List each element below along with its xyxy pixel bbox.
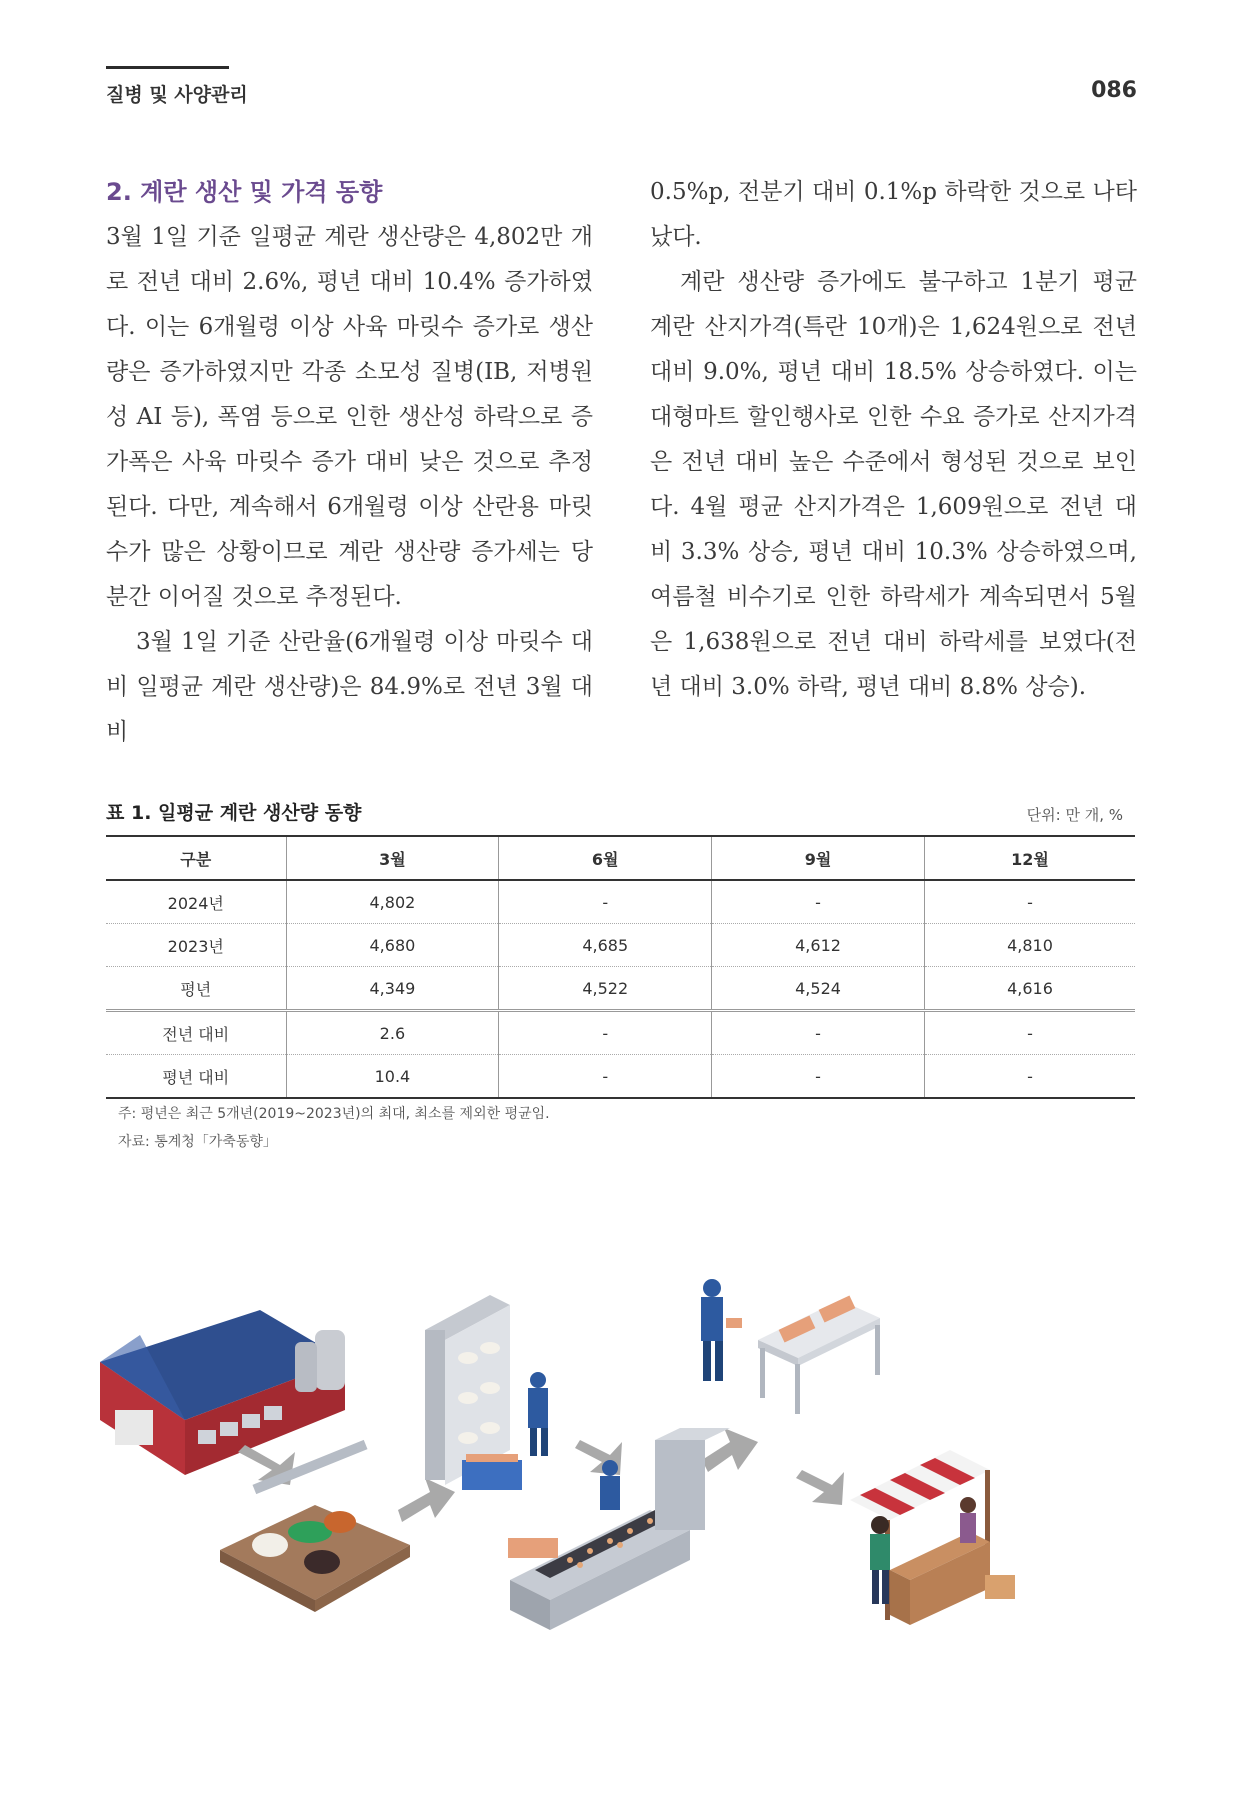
column-header: 6월 [499,836,712,880]
table-row [106,967,1135,1011]
table-cell: 4,612 [712,924,925,967]
column-header: 12월 [924,836,1135,880]
table-row [106,1011,1135,1055]
paragraph: 3월 1일 기준 일평균 계란 생산량은 4,802만 개로 전년 대비 2.6%, 평년 대비 10.4% 증가하였다. 이는 6개월령 이상 사육 마릿수 증가로 생산량은 증가하였지만 각종 소모성 질병(IB, 저병원성 AI 등), 폭염 등으로 인한 생산성 하락으로 증가폭은 사육 마릿수 증가 대비 낮은 것으로 추정된다. 다만, 계속해서 6개월령 이상 산란용 마릿수가 많은 상황이므로 계란 생산량 증가세는 당분간 이어질 것으로 추정된다. [106,224,593,610]
row-label: 평년 [106,967,286,1011]
left-column [106,170,593,755]
row-label: 전년 대비 [106,1011,286,1055]
egg-tray-table-icon [758,1295,880,1414]
row-label: 평년 대비 [106,1055,286,1099]
table-header-row [106,836,1135,880]
table-cell: - [712,1055,925,1099]
table-cell: 4,616 [924,967,1135,1011]
table-cell: - [712,880,925,924]
header-rule [106,66,229,69]
table-cell: 4,522 [499,967,712,1011]
table-row [106,1055,1135,1099]
table-cell: 4,810 [924,924,1135,967]
table-unit: 단위: 만 개, % [1026,806,1123,824]
table-cell: - [924,1011,1135,1055]
market-stall-icon [850,1450,1015,1625]
cage-rack-icon [425,1295,548,1490]
production-table [106,835,1135,1099]
table-row [106,924,1135,967]
table-cell: 4,685 [499,924,712,967]
table-cell: - [712,1011,925,1055]
paragraph: 계란 생산량 증가에도 불구하고 1분기 평균 계란 산지가격(특란 10개)은 1,624원으로 전년 대비 9.0%, 평년 대비 18.5% 상승하였다. 이는 대형마트 할인행사로 인한 수요 증가로 산지가격은 전년 대비 높은 수준에서 형성된 것으로 보인다. 4월 평균 산지가격은 1,609원으로 전년 대비 3.3% 상승, 평년 대비 10.3% 상승하였으며, 여름철 비수기로 인한 하락세가 계속되면서 5월은 1,638원으로 전년 대비 하락세를 보였다(전년 대비 3.0% 하락, 평년 대비 8.8% 상승). [650,269,1137,700]
column-header: 3월 [286,836,499,880]
arrow-icon [398,1478,455,1522]
table-note: 주: 평년은 최근 5개년(2019~2023년)의 최대, 최소를 제외한 평균임. [118,1106,550,1122]
row-label: 2023년 [106,924,286,967]
table-title: 표 1. 일평균 계란 생산량 동향 [106,802,362,824]
arrow-icon [796,1470,844,1505]
egg-supply-chain-illustration [90,1270,1170,1690]
column-header: 9월 [712,836,925,880]
barn-icon [100,1310,345,1475]
table-cell: 4,680 [286,924,499,967]
row-label: 2024년 [106,880,286,924]
column-header: 구분 [180,849,212,869]
right-column [650,170,1137,710]
running-header: 질병 및 사양관리 [106,84,248,106]
table-cell: - [499,1011,712,1055]
table-cell: 4,802 [286,880,499,924]
packing-worker-icon [701,1279,742,1381]
table-cell: - [924,1055,1135,1099]
paragraph: 3월 1일 기준 산란율(6개월령 이상 마릿수 대비 일평균 계란 생산량)은 84.9%로 전년 3월 대비 [106,629,593,745]
table-row [106,880,1135,924]
table-cell: 2.6 [286,1011,499,1055]
table-source: 자료: 통계청「가축동향」 [118,1134,277,1150]
table-cell: - [499,1055,712,1099]
section-title: 2. 계란 생산 및 가격 동향 [106,178,383,206]
page-number: 086 [1091,78,1137,103]
table-cell: 4,524 [712,967,925,1011]
table-cell: 10.4 [286,1055,499,1099]
paragraph: 0.5%p, 전분기 대비 0.1%p 하락한 것으로 나타났다. [650,179,1137,250]
chicken-feeding-icon [220,1440,410,1612]
table-cell: 4,349 [286,967,499,1011]
table-cell: - [499,880,712,924]
table-cell: - [924,880,1135,924]
